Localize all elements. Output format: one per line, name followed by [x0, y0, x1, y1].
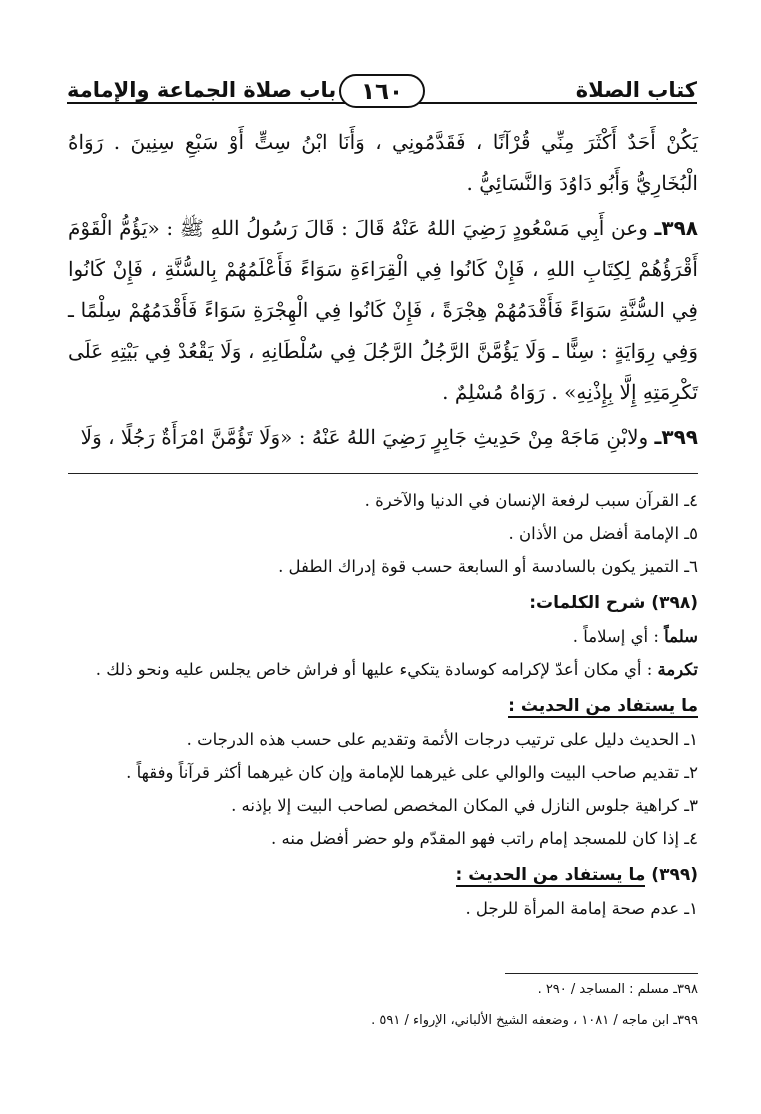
footnote-399: ٣٩٩ـ ابن ماجه / ١٠٨١ ، وضعفه الشيخ الألباني، الإرواء / ٥٩١ .: [371, 1013, 698, 1028]
footnote-rule: [505, 973, 698, 974]
word-def: : أي إسلاماً .: [572, 627, 665, 646]
commentary-separator: [68, 473, 698, 474]
benefit-item: ١ـ الحديث دليل على ترتيب درجات الأئمة وتقديم على حسب هذه الدرجات .: [186, 730, 698, 749]
hadith-text: [68, 122, 698, 458]
hadith-398-text: وعن أَبِي مَسْعُودٍ رَضِيَ اللهُ عَنْهُ قَالَ : قَالَ رَسُولُ اللهِ ﷺ : «يَؤُمُّ الْقَوْمَ أَقْرَؤُهُمْ لِكِتَابِ اللهِ ، فَإِنْ كَانُوا فِي الْقِرَاءَةِ سَوَاءً فَأَعْلَمُهُمْ بِالسُّنَّةِ ، فَإِنْ كَانُوا فِي السُّنَّةِ سَوَاءً فَأَقْدَمُهُمْ هِجْرَةً ، فَإِنْ كَانُوا فِي الْهِجْرَةِ سَوَاءً فَأَقْدَمُهُمْ سِلْمًا ـ وَفِي رِوَايَةٍ : سِنًّا ـ وَلَا يَؤُمَّنَّ الرَّجُلُ الرَّجُلَ فِي سُلْطَانِهِ ، وَلَا يَقْعُدْ فِي بَيْتِهِ عَلَى تَكْرِمَتِهِ إِلَّا بِإِذْنِهِ» . رَوَاهُ مُسْلِمٌ .: [68, 216, 698, 404]
words-heading: (٣٩٨) شرح الكلمات:: [529, 593, 698, 613]
benefit-item: ٢ـ تقديم صاحب البيت والوالي على غيرهما للإمامة وإن كان غيرهما أكثر قرآناً وفقهاً .: [126, 763, 698, 782]
commentary: [68, 484, 698, 925]
hadith-399: [68, 417, 698, 458]
benefit-item: ٣ـ كراهية جلوس النازل في المكان المخصص لصاحب البيت إلا بإذنه .: [231, 796, 698, 815]
word-def: : أي مكان أعدّ لإكرامه كوسادة يتكيء عليها أو فراش خاص يجلس عليه ونحو ذلك .: [95, 660, 658, 679]
hadith-398: [68, 208, 698, 413]
chapter-title: باب صلاة الجماعة والإمامة: [67, 78, 337, 102]
word-term: سلماً: [664, 627, 698, 646]
note-item: ٦ـ التميز يكون بالسادسة أو السابعة حسب قوة إدراك الطفل .: [278, 557, 698, 576]
footnote-398: ٣٩٨ـ مسلم : المساجد / ٢٩٠ .: [537, 982, 698, 997]
word-definition: [68, 653, 698, 686]
benefits-399-heading-num: (٣٩٩): [651, 865, 698, 885]
page-header: [67, 74, 697, 114]
word-term: تكرمة: [657, 660, 698, 679]
benefits-398-heading: [68, 690, 698, 723]
hadith-399-number: ٣٩٩ـ: [654, 425, 698, 449]
benefits-398-heading-text: ما يستفاد من الحديث :: [508, 696, 698, 716]
hadith-398-number: ٣٩٨ـ: [654, 216, 698, 240]
continuation-text: يَكُنْ أَحَدٌ أَكْثَرَ مِنِّي قُرْآنًا ، فَقَدَّمُونِي ، وَأَنَا ابْنُ سِتٍّ أَوْ سَبْعِ سِنِينَ . رَوَاهُ الْبُخَارِيُّ وَأَبُو دَاوُدَ وَالنَّسَائِيُّ .: [68, 130, 698, 195]
book-title: كتاب الصلاة: [575, 78, 697, 102]
page-number: ١٦٠: [339, 74, 425, 108]
note-item: ٥ـ الإمامة أفضل من الأذان .: [508, 524, 698, 543]
benefit-item: ١ـ عدم صحة إمامة المرأة للرجل .: [465, 899, 698, 918]
benefits-399-heading: [68, 859, 698, 892]
word-definition: [68, 620, 698, 653]
continuation-paragraph: [68, 122, 698, 204]
benefit-item: ٤ـ إذا كان للمسجد إمام راتب فهو المقدّم ولو حضر أفضل منه .: [271, 829, 698, 848]
note-item: ٤ـ القرآن سبب لرفعة الإنسان في الدنيا والآخرة .: [364, 491, 698, 510]
hadith-399-text: ولابْنِ مَاجَهْ مِنْ حَدِيثِ جَابِرٍ رَضِيَ اللهُ عَنْهُ : «وَلَا تَؤُمَّنَّ امْرَأَةٌ رَجُلًا ، وَلَا: [80, 425, 649, 449]
benefits-399-heading-text: ما يستفاد من الحديث :: [455, 865, 646, 885]
